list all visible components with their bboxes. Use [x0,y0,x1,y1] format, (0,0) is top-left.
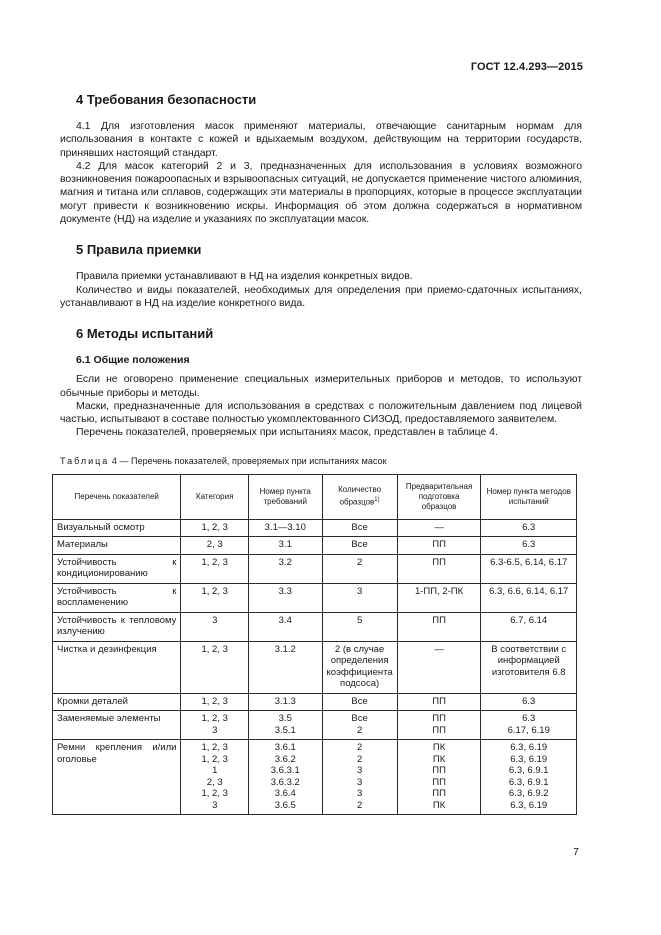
cell-methods-line: 6.3, 6.9.1 [508,776,549,788]
cell-count [322,519,397,537]
cell-category-line: 1, 2, 3 [201,521,228,533]
cell-clause-line: 3.3 [278,585,292,597]
header-count [322,474,397,519]
table-row [53,519,577,537]
cell-methods-line: 6.3, 6.6, 6.14, 6.17 [489,585,569,597]
cell-methods-line: 6.3, 6.9.1 [508,765,549,777]
cell-count-line: 3 [356,765,363,777]
cell-category-line: 1, 2, 3 [201,753,228,765]
cell-category-line: 2, 3 [206,539,223,551]
cell-category [181,740,249,815]
table-header-row [53,474,577,519]
cell-count [322,641,397,693]
cell-category-line: 1, 2, 3 [201,643,228,655]
cell-prep [397,711,481,740]
table-body [53,519,577,815]
cell-methods-line: 6.3 [522,695,536,707]
cell-clause-line: 3.6.2 [274,753,296,765]
cell-count-line: 2 [356,742,363,754]
cell-clause-line: 3.1 [278,539,292,551]
cell-category-line: 1, 2, 3 [201,695,228,707]
cell-prep [397,641,481,693]
cell-prep-line: ПП [432,724,446,736]
header-prep: Предварительная подготовка образцов [397,474,481,519]
section-6-paragraph-3: Перечень показателей, проверяемых при испытаниях масок, представлен в таблице 4. [76,426,498,439]
cell-clause [248,740,322,815]
cell-prep-line: ПП [432,713,446,725]
section-6 [60,326,582,439]
cell-prep-line: — [434,643,444,655]
page-content [57,92,582,815]
header-methods: Номер пункта методов испытаний [481,474,577,519]
cell-indicator: Устойчивость к воспламенению [53,583,181,612]
table-caption-label: Таблица [60,455,110,466]
cell-clause-line: 3.5.1 [274,724,296,736]
section-6-title: 6 Методы испытаний [76,326,214,342]
cell-methods-line: 6.3 [522,539,536,551]
table-caption-text: 4 — Перечень показателей, проверяемых при испытаниях масок [109,455,387,466]
cell-prep [397,537,481,555]
cell-clause-line: 3.1.3 [274,695,296,707]
cell-category-line: 1, 2, 3 [201,556,228,568]
cell-prep [397,740,481,815]
table-row [53,583,577,612]
cell-count-line: 3 [356,776,363,788]
section-4 [60,92,582,226]
table-row [53,554,577,583]
cell-prep-line: ПП [432,788,446,800]
cell-methods [481,693,577,711]
cell-prep-line: ПП [432,556,446,568]
cell-methods-line: В соответствии с информацией изготовителя 6.8 [491,643,567,678]
cell-indicator: Визуальный осмотр [53,519,181,537]
section-6-paragraph-1: Если не оговорено применение специальных измерительных приборов и методов, то используют обычные приборы и методы. [60,373,582,399]
cell-prep-line: ПП [432,776,446,788]
cell-category-line: 3 [212,614,218,626]
cell-clause [248,711,322,740]
header-count-footnote: 1) [374,497,380,504]
cell-methods-line: 6.3, 6.19 [510,753,548,765]
cell-clause-line: 3.1.2 [274,643,296,655]
section-5 [60,242,582,310]
cell-indicator: Ремни крепления и/или оголовье [53,740,181,815]
cell-category [181,612,249,641]
cell-count-line: Все [351,713,368,725]
cell-methods-line: 6.3, 6.19 [510,799,548,811]
cell-indicator: Кромки деталей [53,693,181,711]
table-row [53,711,577,740]
cell-category [181,583,249,612]
cell-clause [248,554,322,583]
cell-count-line: 2 [356,753,363,765]
header-category: Категория [181,474,249,519]
cell-prep-line: ПП [432,539,446,551]
section-6-1-title: 6.1 Общие положения [76,354,190,367]
cell-methods-line: 6.3 [522,713,536,725]
cell-prep-line: ПП [432,695,446,707]
section-6-paragraph-2: Маски, предназначенные для использования в средствах с положительным давлением под лицевой частью, испытывают в составе полностью укомплектованного СИЗОД, предоставляемого заявителем. [60,399,582,426]
cell-methods [481,583,577,612]
page-number: 7 [573,846,579,858]
table-row [53,641,577,693]
table-row [53,537,577,555]
cell-category [181,554,249,583]
cell-indicator: Чистка и дезинфекция [53,641,181,693]
cell-category-line: 1, 2, 3 [201,585,228,597]
cell-clause [248,693,322,711]
cell-indicator: Заменяемые элементы [53,711,181,740]
table-row [53,612,577,641]
tests-table [52,474,577,816]
cell-category-line: 2, 3 [206,776,223,788]
cell-count-line: Все [351,521,368,533]
section-4-title: 4 Требования безопасности [76,92,257,107]
cell-indicator: Устойчивость к кондиционированию [53,554,181,583]
section-4-paragraph-1: 4.1 Для изготовления масок применяют материалы, отвечающие санитарным нормам для использования в контакте с кожей и вдыхаемым воздухом, действующим на территории государств, принявших настоящий стандарт. [60,120,582,159]
cell-clause [248,583,322,612]
header-indicator: Перечень показателей [53,474,181,519]
cell-methods-line: 6.3, 6.9.2 [508,788,549,800]
cell-category [181,693,249,711]
table-caption [60,456,582,466]
cell-count-line: Все [351,695,368,707]
section-5-title: 5 Правила приемки [76,242,202,258]
section-5-paragraph-1: Правила приемки устанавливают в НД на изделия конкретных видов. [76,270,413,283]
cell-methods [481,711,577,740]
cell-prep-line: 1-ПП, 2-ПК [414,585,464,597]
cell-prep-line: ПК [432,753,446,765]
cell-clause-line: 3.6.5 [274,799,296,811]
cell-prep-line: ПП [432,614,446,626]
cell-prep [397,583,481,612]
cell-clause-line: 3.2 [278,556,292,568]
cell-prep [397,554,481,583]
cell-count-line: 3 [356,788,363,800]
cell-methods [481,612,577,641]
cell-count [322,612,397,641]
cell-category [181,537,249,555]
section-4-paragraph-2: 4.2 Для масок категорий 2 и 3, предназначенных для использования в условиях возможного возникновения пожароопасных и взрывоопасных ситуаций, не допускается применение чистого алюминия, магния и титана или сплавов, содержащих эти материалы в пропорциях, которые в процессе эксплуатации могут привести к возникновению искры. Информация об этом должна содержаться в нормативном документе (НД) на изделие и указаниях по эксплуатации масок. [60,159,582,226]
cell-methods [481,641,577,693]
cell-methods [481,519,577,537]
cell-category [181,519,249,537]
cell-methods-line: 6.7, 6.14 [510,614,548,626]
cell-count [322,693,397,711]
cell-clause-line: 3.6.4 [274,788,296,800]
cell-category-line: 1, 2, 3 [201,713,228,725]
standard-number: ГОСТ 12.4.293—2015 [470,61,583,73]
cell-prep-line: ПК [432,742,446,754]
cell-count [322,537,397,555]
cell-methods-line: 6.17, 6.19 [507,724,550,736]
cell-prep-line: ПП [432,765,446,777]
cell-methods-line: 6.3 [522,521,536,533]
cell-category [181,641,249,693]
cell-clause [248,641,322,693]
cell-category-line: 1, 2, 3 [201,788,228,800]
cell-clause-line: 3.6.3.2 [270,776,300,788]
cell-count-line: 2 [356,556,363,568]
cell-count [322,711,397,740]
cell-indicator: Материалы [53,537,181,555]
cell-count-line: 2 (в случае определения коэффициента подсоса) [326,643,393,690]
cell-prep [397,519,481,537]
header-clause: Номер пункта требований [248,474,322,519]
cell-clause [248,612,322,641]
table-row [53,693,577,711]
cell-category-line: 3 [212,799,218,811]
cell-clause-line: 3.6.1 [274,742,296,754]
cell-category-line: 3 [212,724,218,736]
cell-clause-line: 3.1—3.10 [264,521,306,533]
cell-methods-line: 6.3, 6.19 [510,742,548,754]
cell-methods [481,554,577,583]
table-row [53,740,577,815]
cell-clause-line: 3.6.3.1 [270,765,300,777]
cell-methods [481,740,577,815]
cell-count-line: 2 [356,799,363,811]
cell-count [322,554,397,583]
cell-category [181,711,249,740]
cell-prep [397,693,481,711]
cell-prep-line: ПК [432,799,446,811]
cell-category-line: 1, 2, 3 [201,742,228,754]
cell-methods [481,537,577,555]
cell-clause-line: 3.4 [278,614,292,626]
cell-count-line: 5 [356,614,363,626]
cell-count [322,740,397,815]
cell-prep-line: — [434,521,444,533]
cell-methods-line: 6.3-6.5, 6.14, 6.17 [490,556,568,568]
header-count-text: Количество образцов [338,485,382,508]
section-5-paragraph-2: Количество и виды показателей, необходимых для определения при приемо-сдаточных испытаниях, устанавливают в НД на изделие конкретного вида. [60,283,582,309]
cell-count-line: Все [351,539,368,551]
cell-indicator: Устойчивость к тепловому излучению [53,612,181,641]
cell-clause-line: 3.5 [278,713,292,725]
cell-category-line: 1 [212,765,218,777]
cell-clause [248,519,322,537]
cell-count-line: 3 [356,585,363,597]
cell-count-line: 2 [356,724,363,736]
cell-prep [397,612,481,641]
cell-count [322,583,397,612]
cell-clause [248,537,322,555]
